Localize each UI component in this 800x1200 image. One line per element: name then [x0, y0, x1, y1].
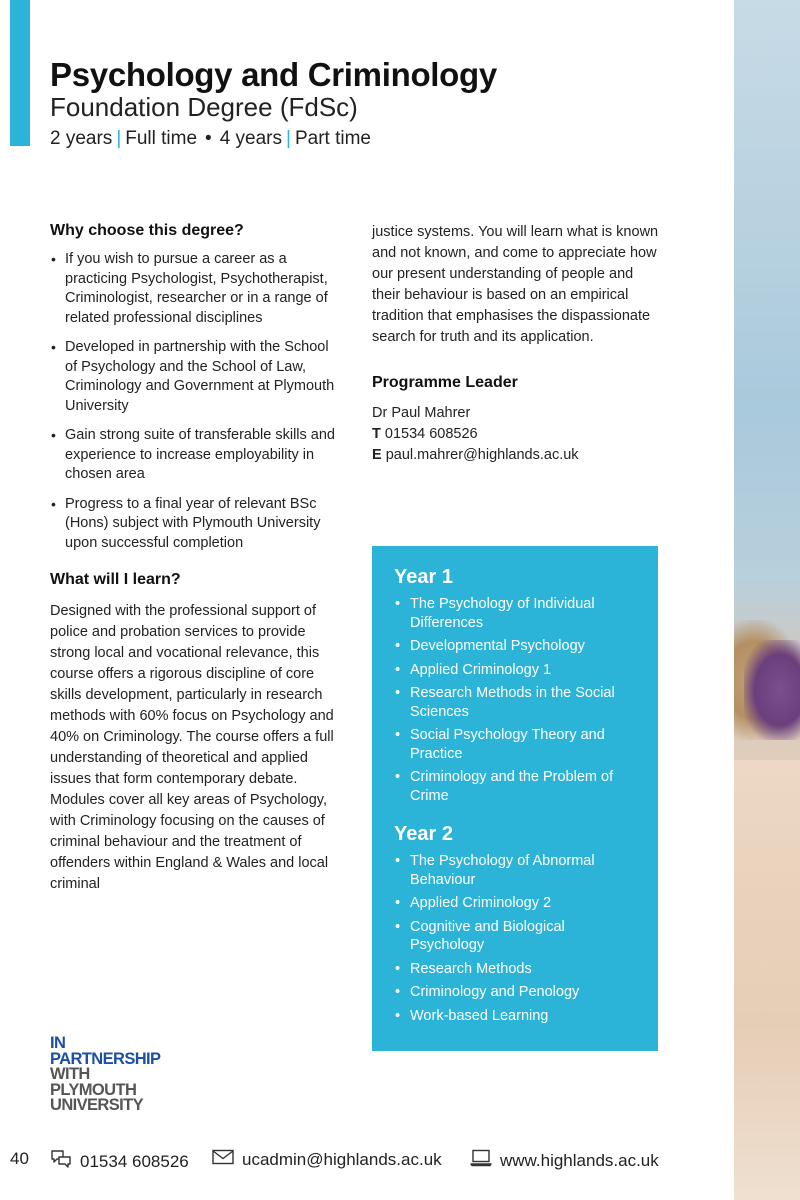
leader-email: E paul.mahrer@highlands.ac.uk [372, 447, 579, 463]
footer-phone-text: 01534 608526 [80, 1151, 189, 1171]
envelope-icon [212, 1149, 234, 1170]
learn-body-continued: justice systems. You will learn what is known and not known, and come to appreciate how our present understanding of people and their behaviour is based on an empirical tradition that emphasises the dispassionate search for truth and its application. [372, 224, 659, 345]
footer-email[interactable] [212, 1149, 442, 1170]
list-item: • Developed in partnership with the School of Psychology and the School of Law, Criminology and Government at Plymouth University [50, 338, 340, 416]
module-item: • Work-based Learning [394, 1007, 638, 1026]
leader-phone: T 01534 608526 [372, 426, 478, 442]
module-item: • Social Psychology Theory and Practice [394, 726, 638, 763]
module-item: • Cognitive and Biological Psychology [394, 918, 638, 955]
student-photo [734, 0, 800, 1200]
module-item: • Applied Criminology 2 [394, 894, 638, 913]
module-item: • Developmental Psychology [394, 637, 638, 656]
module-item: • Criminology and Penology [394, 983, 638, 1002]
footer-website-text: www.highlands.ac.uk [500, 1150, 659, 1170]
header-accent-bar [10, 0, 30, 146]
modules-box [372, 546, 658, 1051]
page-title: Psychology and Criminology [50, 56, 497, 93]
programme-leader-heading: Programme Leader [372, 374, 518, 391]
module-item: • Research Methods in the Social Sciences [394, 684, 638, 721]
why-list [50, 250, 340, 553]
learn-heading: What will I learn? [50, 571, 181, 588]
ft-mode: Full time [125, 128, 198, 149]
footer [0, 1146, 734, 1176]
plymouth-partnership-logo: IN PARTNERSHIP WITH PLYMOUTH UNIVERSITY [50, 1034, 161, 1114]
footer-website[interactable] [470, 1149, 659, 1172]
left-column [50, 222, 340, 895]
list-item: • Progress to a final year of relevant BSc (Hons) subject with Plymouth University upon successful completion [50, 495, 340, 554]
degree-type: Foundation Degree (FdSc) [50, 92, 358, 122]
laptop-icon [470, 1149, 492, 1172]
module-item: • Applied Criminology 1 [394, 661, 638, 680]
module-item: • The Psychology of Abnormal Behaviour [394, 852, 638, 889]
module-item: • Criminology and the Problem of Crime [394, 768, 638, 805]
module-item: • Research Methods [394, 960, 638, 979]
course-duration: 2 years | Full time • 4 years | Part time [50, 128, 371, 149]
page-number: 40 [10, 1149, 29, 1168]
list-item: • If you wish to pursue a career as a practicing Psychologist, Psychotherapist, Criminologist, researcher or in a range of related professional disciplines [50, 250, 340, 328]
year1-modules [394, 595, 638, 805]
list-item: • Gain strong suite of transferable skills and experience to increase employability in chosen area [50, 426, 340, 485]
pt-mode: Part time [294, 128, 371, 149]
footer-phone[interactable] [50, 1149, 189, 1174]
ft-duration: 2 years [50, 128, 113, 149]
pt-duration: 4 years [219, 128, 283, 149]
why-heading: Why choose this degree? [50, 222, 244, 239]
leader-name: Dr Paul Mahrer [372, 405, 471, 421]
year2-modules [394, 852, 638, 1025]
leader-email-link[interactable]: paul.mahrer@highlands.ac.uk [385, 447, 579, 463]
right-column [372, 222, 662, 466]
footer-email-text: ucadmin@highlands.ac.uk [242, 1149, 442, 1169]
module-item: • The Psychology of Individual Differences [394, 595, 638, 632]
learn-body: Designed with the professional support of police and probation services to provide strong local and vocational relevance, this course offers a rigorous discipline of core skills development, particularly in research methods with 60% focus on Psychology and 40% on Criminology. The course offers a full understanding of theoretical and applied issues that form contemporary debate. Modules cover all key areas of Psychology, with Criminology focusing on the causes of criminal behaviour and the treatment of offenders within England & Wales and local criminal [50, 603, 334, 892]
year1-heading: Year 1 [394, 566, 453, 588]
chat-phone-icon [50, 1149, 72, 1174]
year2-heading: Year 2 [394, 823, 453, 845]
